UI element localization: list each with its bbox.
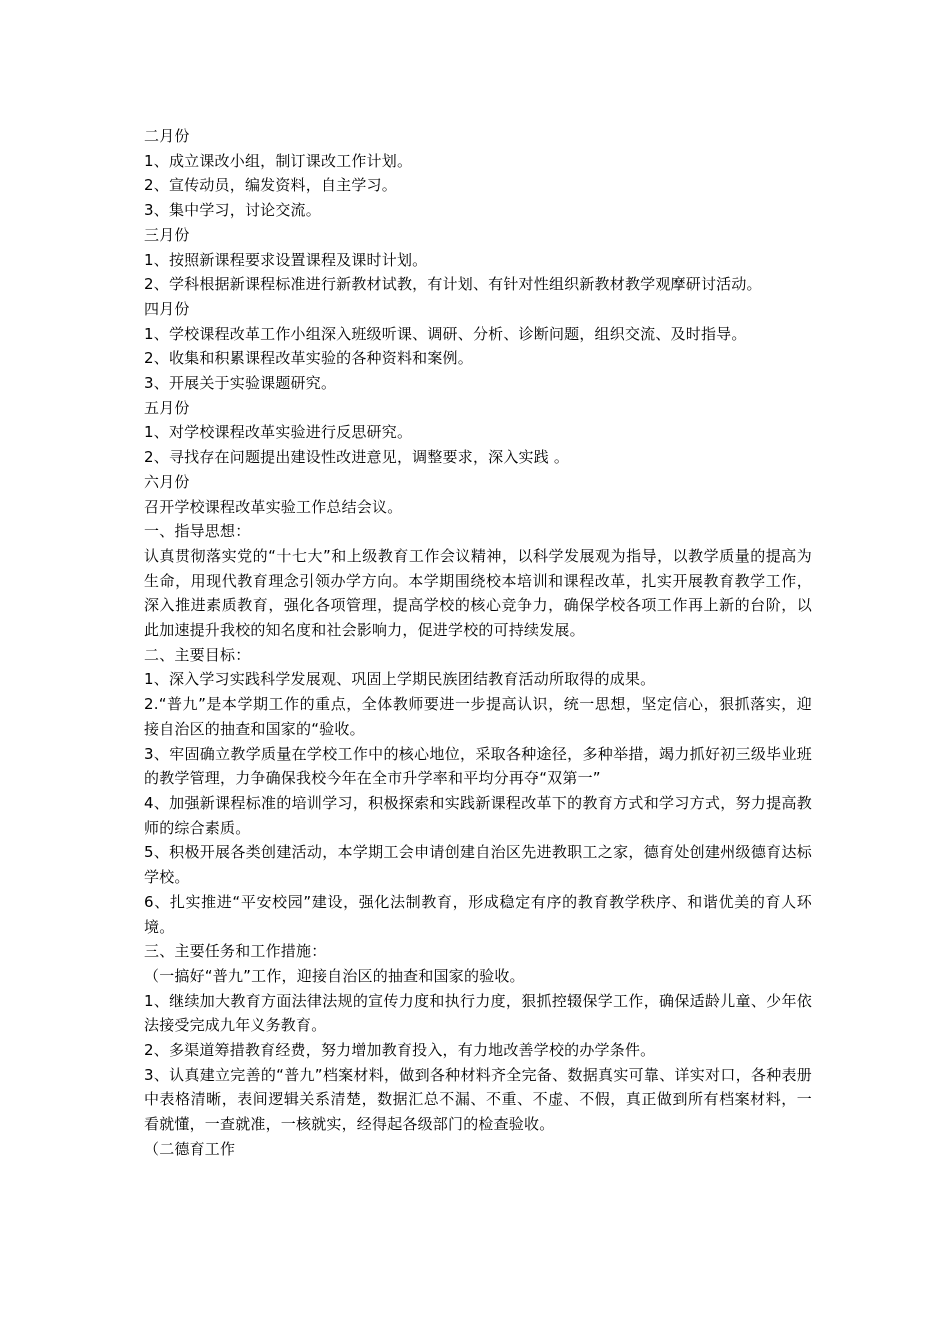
list-item: 1、学校课程改革工作小组深入班级听课、调研、分析、诊断问题，组织交流、及时指导。 [144,324,747,343]
heading-march: 三月份 [144,225,190,244]
list-item: 2、多渠道筹措教育经费，努力增加教育投入，有力地改善学校的办学条件。 [144,1041,656,1060]
heading-may: 五月份 [144,398,190,417]
list-item: 1、深入学习实践科学发展观、巩固上学期民族团结教育活动所取得的成果。 [144,670,656,689]
heading-february: 二月份 [144,127,190,145]
list-item: 2、寻找存在问题提出建设性改进意见，调整要求，深入实践 。 [144,448,570,467]
list-item: 6、扎实推进“平安校园”建设，强化法制教育，形成稳定有序的教育教学秩序、和谐优美的育人环境。 [144,892,812,936]
list-item: 5、积极开展各类创建活动，本学期工会申请创建自治区先进教职工之家，德育处创建州级德育达标学校。 [144,843,812,887]
list-item: 1、继续加大教育方面法律法规的宣传力度和执行力度，狠抓控辍保学工作，确保适龄儿童、少年依法接受完成九年义务教育。 [144,991,812,1035]
section-heading-main-tasks: 三、主要任务和工作措施： [144,942,327,961]
paragraph: 认真贯彻落实党的“十七大”和上级教育工作会议精神，以科学发展观为指导，以教学质量的提高为生命，用现代教育理念引领办学方向。本学期围绕校本培训和课程改革，扎实开展教育教学工作，深入推进素质教育，强化各项管理，提高学校的核心竞争力，确保学校各项工作再上新的台阶，以此加速提升我校的知名度和社会影响力，促进学校的可持续发展。 [144,546,812,640]
list-item: 1、按照新课程要求设置课程及课时计划。 [144,250,428,269]
list-item: 2.“普九”是本学期工作的重点，全体教师要进一步提高认识，统一思想，坚定信心，狠抓落实，迎接自治区的抽查和国家的“验收。 [144,695,812,738]
list-item: 2、宣传动员，编发资料，自主学习。 [144,176,397,195]
section-heading-guiding-ideology: 一、指导思想： [144,522,251,541]
list-item: 3、认真建立完善的“普九”档案材料，做到各种材料齐全完备、数据真实可靠、详实对口，各种表册中表格清晰，表间逻辑关系清楚，数据汇总不漏、不重、不虚、不假，真正做到所有档案材料，一看就懂，一查就准，一核就实，经得起各级部门的检查验收。 [144,1065,812,1134]
list-item: 1、对学校课程改革实验进行反思研究。 [144,423,413,442]
list-item: 召开学校课程改革实验工作总结会议。 [144,497,403,516]
list-item: 2、收集和积累课程改革实验的各种资料和案例。 [144,349,473,368]
list-item: 3、牢固确立教学质量在学校工作中的核心地位，采取各种途径，多种举措，竭力抓好初三级毕业班的教学管理，力争确保我校今年在全市升学率和平均分再夺“双第一” [144,744,812,788]
document-body [144,124,812,1162]
heading-june: 六月份 [144,472,190,491]
list-item: 2、学科根据新课程标准进行新教材试教，有计划、有针对性组织新教材教学观摩研讨活动。 [144,275,762,294]
document-page [144,124,812,1162]
list-item: 4、加强新课程标准的培训学习，积极探索和实践新课程改革下的教育方式和学习方式，努力提高教师的综合素质。 [144,793,812,837]
list-item: 3、集中学习，讨论交流。 [144,201,321,220]
subsection-heading: （一搞好“普九”工作，迎接自治区的抽查和国家的验收。 [144,966,525,985]
heading-april: 四月份 [144,299,190,318]
list-item: 1、成立课改小组，制订课改工作计划。 [144,151,413,170]
list-item: 3、开展关于实验课题研究。 [144,374,337,393]
section-heading-main-goals: 二、主要目标： [144,645,251,664]
subsection-heading: （二德育工作 [144,1139,236,1158]
